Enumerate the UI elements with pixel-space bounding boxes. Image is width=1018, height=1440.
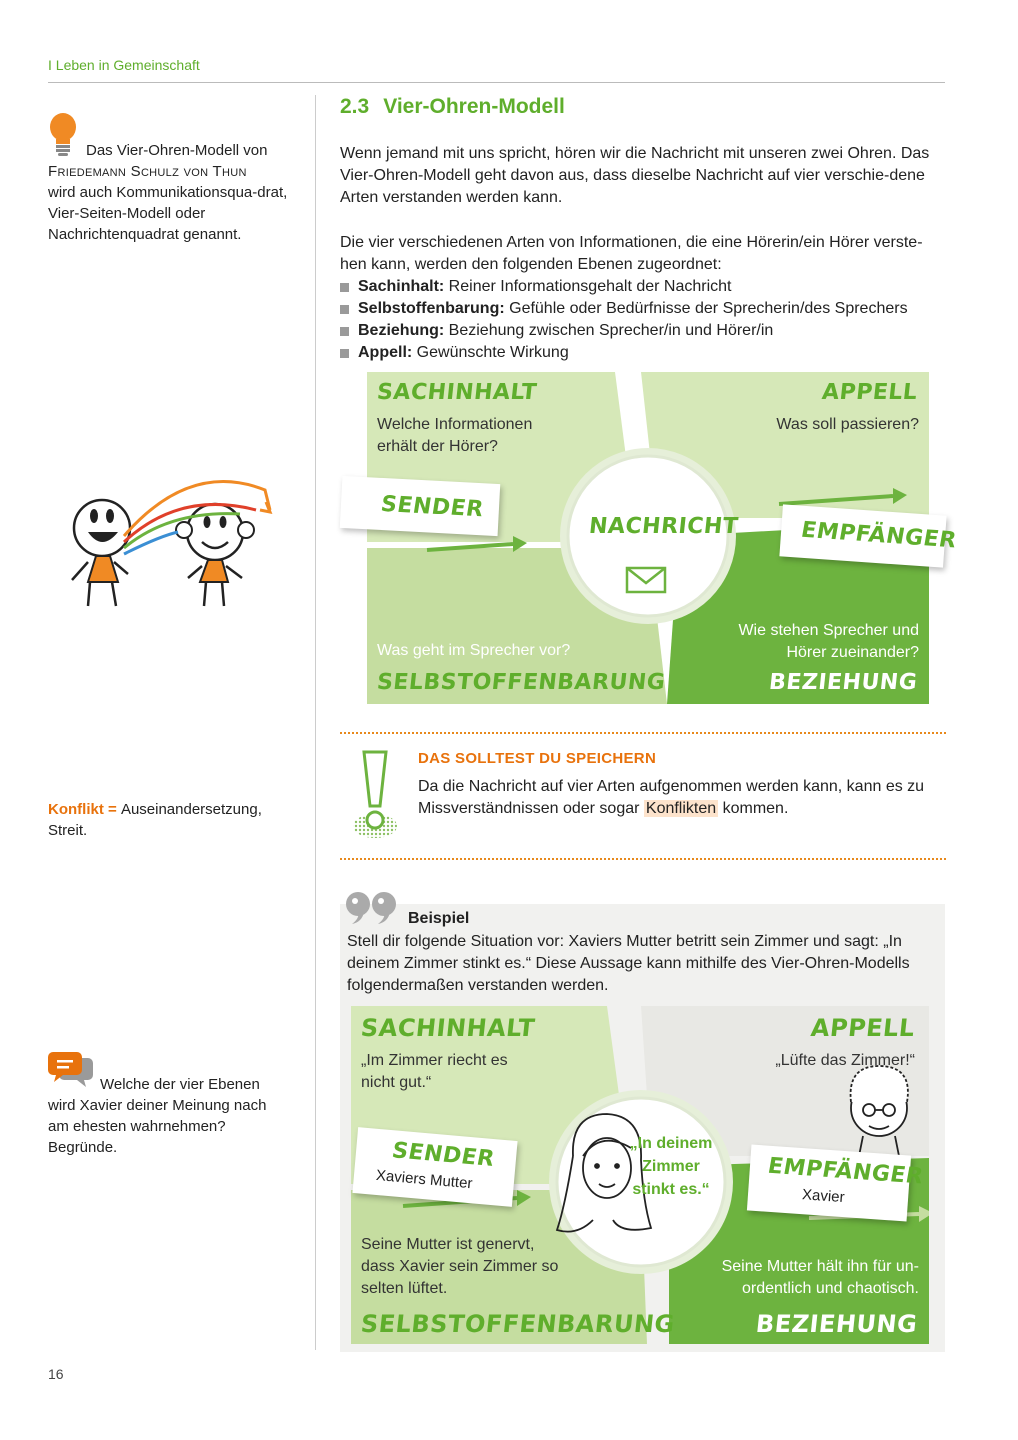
four-ears-diagram xyxy=(367,372,959,704)
section-title-text: Vier-Ohren-Modell xyxy=(383,95,565,118)
glossary-equals: = xyxy=(103,801,121,818)
note-author: Friedemann Schulz von Thun xyxy=(48,163,247,180)
ex-message-quote: „In deinem Zimmer stinkt es.“ xyxy=(629,1135,713,1198)
list-item: Beziehung: Beziehung zwischen Sprecher/in und Hörer/in xyxy=(340,320,908,342)
levels-list xyxy=(340,276,908,364)
running-head: I Leben in Gemeinschaft xyxy=(48,57,200,73)
section-number: 2.3 xyxy=(340,95,370,118)
question-appell: Was soll passieren? xyxy=(776,416,919,433)
ex-sender-name: Xaviers Mutter xyxy=(375,1166,474,1193)
ex-label-empfaenger: EMPFÄNGER xyxy=(765,1153,926,1190)
ex-label-sachinhalt: SACHINHALT xyxy=(359,1014,537,1042)
ex-card-sender xyxy=(352,1127,517,1207)
highlight-konflikten: Konflikten xyxy=(645,800,717,817)
ex-label-appell: APPELL xyxy=(809,1014,917,1042)
ex-label-sender: SENDER xyxy=(389,1138,497,1172)
card-sender xyxy=(340,476,501,536)
question-selbstoffenbarung: Was geht im Sprecher vor? xyxy=(377,642,571,659)
ex-card-empfaenger xyxy=(747,1144,926,1221)
glossary-definition: Auseinandersetzung, Streit. xyxy=(48,801,262,839)
label-nachricht: NACHRICHT xyxy=(587,514,740,539)
list-item: Appell: Gewünschte Wirkung xyxy=(340,342,908,364)
label-beziehung: BEZIEHUNG xyxy=(767,670,919,695)
exclamation-icon xyxy=(350,748,400,840)
stick-figures-illustration xyxy=(60,470,280,615)
column-rule xyxy=(315,95,316,1350)
example-label: Beispiel xyxy=(408,910,470,927)
label-sachinhalt: SACHINHALT xyxy=(375,380,539,405)
intro-paragraph: Wenn jemand mit uns spricht, hören wir die Nachricht mit unseren zwei Ohren. Das Vier-Ohren-Modell geht davon aus, dass dieselbe Nachricht auf vier verschie-dene Arten verstanden werden kann. xyxy=(340,145,930,206)
list-item: Selbstoffenbarung: Gefühle oder Bedürfnisse der Sprecherin/des Sprechers xyxy=(340,298,908,320)
dotted-divider-top xyxy=(340,732,946,734)
ex-empfaenger-name: Xavier xyxy=(801,1186,846,1207)
note-rest: wird auch Kommunikationsqua-drat, Vier-Seiten-Modell oder Nachrichtenquadrat genannt. xyxy=(48,184,288,243)
label-appell: APPELL xyxy=(820,380,919,405)
ex-text-selbstoffenbarung: Seine Mutter ist genervt, dass Xavier sein Zimmer so selten lüftet. xyxy=(361,1236,559,1297)
list-item: Sachinhalt: Reiner Informationsgehalt der Nachricht xyxy=(340,276,908,298)
header-rule xyxy=(48,82,945,83)
label-sender: SENDER xyxy=(379,492,486,523)
remember-title: DAS SOLLTEST DU SPEICHERN xyxy=(418,750,657,767)
example-text: Stell dir folgende Situation vor: Xaviers Mutter betritt sein Zimmer und sagt: „In deinem Zimmer stinkt es.“ Diese Aussage kann mithilfe des Vier-Ohren-Modells folgendermaßen verstanden werden. xyxy=(347,933,910,994)
dotted-divider-bottom xyxy=(340,858,946,860)
margin-note-thun xyxy=(48,140,298,245)
section-title xyxy=(340,95,565,119)
remember-text: Da die Nachricht auf vier Arten aufgenommen werden kann, kann es zu Missverständnissen oder sogar Konflikten kommen. xyxy=(418,778,925,817)
ex-label-selbstoffenbarung: SELBSTOFFENBARUNG xyxy=(359,1310,677,1338)
ex-quote-appell: „Lüfte das Zimmer!“ xyxy=(775,1052,915,1069)
page-number: 16 xyxy=(48,1366,64,1382)
question-sachinhalt: Welche Informationen erhält der Hörer? xyxy=(377,416,533,455)
quote-marks-icon xyxy=(344,890,398,924)
glossary-term: Konflikt xyxy=(48,801,104,818)
task-text: Welche der vier Ebenen wird Xavier deiner Meinung nach am ehesten wahrnehmen? Begründe. xyxy=(48,1076,267,1156)
levels-paragraph: Die vier verschiedenen Arten von Informationen, die eine Hörerin/ein Hörer verste-hen kann, werden den folgenden Ebenen zugeordnet: xyxy=(340,234,923,273)
ex-text-beziehung: Seine Mutter hält ihn für un- ordentlich und chaotisch. xyxy=(721,1258,919,1297)
ex-quote-sachinhalt: „Im Zimmer riecht es nicht gut.“ xyxy=(361,1052,508,1091)
label-selbstoffenbarung: SELBSTOFFENBARUNG xyxy=(375,670,667,695)
question-beziehung: Wie stehen Sprecher und Hörer zueinander? xyxy=(738,622,919,661)
label-empfaenger: EMPFÄNGER xyxy=(799,517,959,554)
ex-label-beziehung: BEZIEHUNG xyxy=(754,1310,919,1338)
glossary-konflikt xyxy=(48,799,288,841)
example-diagram xyxy=(351,1006,929,1344)
note-line1: Das Vier-Ohren-Modell von xyxy=(86,142,268,159)
